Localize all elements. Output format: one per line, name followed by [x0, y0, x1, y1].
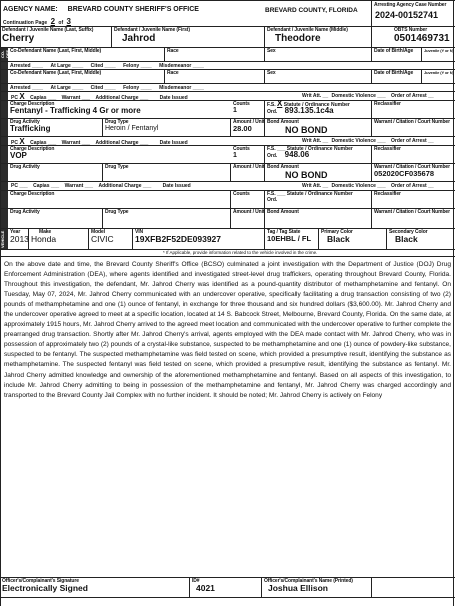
def-middle-label: Defendant / Juvenile Name (Middle) [267, 27, 348, 33]
charge-3-bond-label: Bond Amount [267, 209, 299, 215]
charge-3-drug-row [0, 209, 455, 229]
charge-2-statute-head: F.S. ___ Statute / Ordinance Number [267, 146, 353, 152]
charge-3-ord-label: Ord. [267, 197, 278, 203]
charge-3-drug-activity-cell [8, 209, 103, 228]
codef-misd-1: Misdemeanor [159, 63, 192, 69]
agency-name: BREVARD COUNTY SHERIFF'S OFFICE [67, 6, 199, 13]
codef-sex-cell [265, 48, 372, 61]
codef2-name-cell [8, 70, 165, 83]
vehicle-vin-cell [133, 229, 265, 249]
charge-1-side-b [0, 101, 8, 118]
case-number: 2024-00152741 [375, 10, 439, 20]
charge-3-desc-row [0, 191, 455, 209]
codef-arrested-1: Arrested [10, 63, 31, 69]
charge-2-ord-line [265, 152, 371, 159]
charge-1-dv: Domestic Violence [331, 93, 376, 99]
obts-number: 0501469731 [394, 33, 450, 44]
charge-2-capias: Capias [30, 140, 47, 146]
charge-3-warrant: Warrant [64, 183, 84, 189]
codef2-juv-cell [422, 70, 454, 83]
charge-2-header [0, 137, 455, 146]
def-last-cell [0, 27, 112, 47]
charge-2-order: Order of Arrest [391, 138, 427, 144]
charge-3-flags-right: Writ Att. __ Domestic Violence ___ Order of Arrest __ [302, 183, 434, 189]
charge-1-reclass-cell [372, 101, 454, 118]
charge-3-additional: Additional Charge [98, 183, 142, 189]
officer-name-label: Officer's/Complainant's Name (Printed) [264, 578, 353, 584]
charge-1-counts-label: Counts [233, 101, 250, 107]
codef-dob-label: Date of Birth/Age [374, 48, 414, 54]
charge-2-desc: VOP [10, 151, 27, 160]
codef-side-tab-2 [0, 70, 8, 83]
charge-2-desc-cell [8, 146, 165, 163]
charge-2-desc-row [0, 146, 455, 164]
charge-3-ord-line [265, 197, 371, 203]
footer-blank-cell [372, 578, 454, 597]
vehicle-note-row [0, 250, 455, 257]
charge-1-statute: 893.135.1c4a [284, 106, 334, 115]
charge-3-counts-label: Counts [233, 191, 250, 197]
codef2-race-cell [165, 70, 265, 83]
charge-1-bond-label: Bond Amount [267, 119, 299, 125]
codef-side-tab-b [0, 62, 8, 69]
officer-id: 4021 [196, 583, 215, 593]
officer-name-cell [262, 578, 372, 597]
agency-label: AGENCY NAME: [3, 6, 58, 13]
codef-side-tab-2b [0, 84, 8, 91]
def-last: Cherry [2, 33, 35, 44]
charge-1-bond-cell [265, 119, 372, 136]
charge-1-pc-label: PC [11, 95, 18, 101]
charge-1-warrant-cell [372, 119, 454, 136]
page-total: 3 [66, 17, 71, 26]
charge-3-side-b [0, 191, 8, 208]
charge-2-drug-type-cell [103, 164, 231, 181]
charge-1-drug-type-cell [103, 119, 231, 136]
charge-3-reclass-label: Reclassifier [374, 191, 401, 197]
charge-3-date-issued: Date Issued [162, 183, 191, 189]
charge-3-fs-label: F.S. [267, 191, 276, 197]
vehicle-make-label: Make [39, 229, 52, 235]
charge-1-drug-activity: Trafficking [10, 124, 51, 133]
charge-3-order: Order of Arrest [391, 183, 427, 189]
charge-1-additional: Additional Charge [95, 95, 139, 101]
charge-1-counts-cell [231, 101, 265, 118]
codef-juv-cell [422, 48, 454, 61]
charge-2-pc-label: PC [11, 140, 18, 146]
charge-1-order: Order of Arrest [391, 93, 427, 99]
charge-2-warrant-no: 052020CF035678 [374, 169, 435, 178]
charge-2-reclass-label: Reclassifier [374, 146, 401, 152]
officer-name: Joshua Ellison [268, 583, 328, 593]
of-label: of [58, 20, 64, 26]
charge-1-amount-label: Amount / Unit [233, 119, 265, 125]
codef-side-tab: CO-DEF [0, 48, 8, 61]
charge-1-fs-label: F.S. [267, 102, 276, 108]
charge-2-warrant: Warrant [61, 140, 81, 146]
vehicle-note: * If Applicable, provide information related to the vehicle involved in the crime. [163, 250, 318, 255]
charge-1-writ: Writ Att. [302, 93, 322, 99]
obts-label: OBTS Number [394, 27, 428, 33]
charge-2-side-c [0, 164, 8, 181]
codef-race-label: Race [167, 48, 179, 54]
vehicle-tag-cell [265, 229, 319, 249]
charge-1-flags-right: Writ Att. __ Domestic Violence ___ Order of Arrest __ [302, 93, 434, 99]
charge-3-drug-type-cell [103, 209, 231, 228]
codef-at-large-2: At Large [50, 85, 71, 91]
charge-1-header [0, 92, 455, 101]
def-first-cell [112, 27, 265, 47]
case-label: Arresting Agency Case Number [374, 2, 447, 8]
charge-2-drug-activity-label: Drug Activity [10, 164, 40, 170]
codef-status-1: Arrested ____ At Large ____ Cited ____ Felony ____ Misdemeanor ____ [10, 63, 204, 69]
charge-1-drug-type: Heroin / Fentanyl [105, 125, 159, 132]
charge-3-amount-label: Amount / Unit [233, 209, 265, 215]
charge-2-additional: Additional Charge [95, 140, 139, 146]
charge-1-bond: NO BOND [285, 125, 328, 135]
codef-dob-cell [372, 48, 422, 61]
vehicle-make: Honda [31, 234, 57, 244]
charge-1-statute-label: Statute / Ordinance Number [283, 102, 350, 108]
footer-row [0, 577, 455, 598]
vehicle-year: 2013 [10, 234, 29, 244]
charge-2-dv: Domestic Violence [331, 138, 376, 144]
charge-3-pc-label: PC [11, 183, 18, 189]
charge-3-desc-cell [8, 191, 231, 208]
charge-1-warrant: Warrant [61, 95, 81, 101]
codef-race-cell [165, 48, 265, 61]
vehicle-row [0, 229, 455, 250]
sig-value: Electronically Signed [2, 583, 88, 593]
codef-sex-label: Sex [267, 48, 276, 54]
charge-2-statute: 948.06 [284, 150, 310, 159]
charge-2-bond-label: Bond Amount [267, 164, 299, 170]
codef2-name-label: Co-Defendant Name (Last, First, Middle) [10, 70, 102, 76]
charge-3-drug-type-label: Drug Type [105, 209, 129, 215]
charge-1-drug-activity-cell [8, 119, 103, 136]
charge-1-statute-cell [265, 101, 372, 118]
def-first-label: Defendant / Juvenile Name (First) [114, 27, 190, 33]
charge-2-drug-activity-cell [8, 164, 103, 181]
charge-3-side [0, 182, 8, 190]
codef-row-1 [0, 48, 455, 62]
charge-2-side-b [0, 146, 8, 163]
codef2-juv-label: Juvenile (Y or N) [424, 70, 454, 75]
sig-cell [0, 578, 190, 597]
charge-2-amount-label: Amount / Unit [233, 164, 265, 170]
charge-1-amount-cell [231, 119, 265, 136]
county-cell [265, 1, 372, 26]
charge-3-side-c [0, 209, 8, 228]
vehicle-secondary-cell [387, 229, 454, 249]
charge-3-reclass-cell [372, 191, 454, 208]
charge-2-reclass-cell [372, 146, 454, 163]
charge-2-statute-label: Statute / Ordinance Number [286, 146, 353, 152]
charge-2-bond: NO BOND [285, 170, 328, 180]
codef-at-large-1: At Large [50, 63, 71, 69]
codef-name-label: Co-Defendant Name (Last, First, Middle) [10, 48, 102, 54]
charge-1-side [0, 92, 8, 100]
charge-2-flags-right: Writ Att. __ Domestic Violence ___ Order of Arrest __ [302, 138, 434, 144]
charge-2-writ: Writ Att. [302, 138, 322, 144]
charge-3-warrant-cell [372, 209, 454, 228]
vehicle-model: CIVIC [91, 234, 114, 244]
charge-3-bond-cell [265, 209, 372, 228]
charge-1-reclass-label: Reclassifier [374, 101, 401, 107]
county-name: BREVARD COUNTY, FLORIDA [265, 7, 358, 14]
case-cell [372, 1, 454, 26]
charge-2-ord-label: Ord. [267, 153, 278, 159]
charge-3-warrant-label: Warrant / Citation / Court Number [374, 209, 450, 215]
charge-3-statute-label: Statute / Ordinance Number [286, 191, 353, 197]
charge-3-dv: Domestic Violence [331, 183, 376, 189]
charge-3-statute-head: F.S. ___ Statute / Ordinance Number [267, 191, 353, 197]
codef-name-cell [8, 48, 165, 61]
charge-1-desc-row [0, 101, 455, 119]
charge-1-desc-label: Charge Description [10, 101, 55, 107]
charge-3-capias: Capias [33, 183, 50, 189]
def-middle-cell [265, 27, 372, 47]
vehicle-primary-cell [319, 229, 387, 249]
codef-row-2 [0, 70, 455, 84]
charge-2-counts-label: Counts [233, 146, 250, 152]
charge-2-bond-cell [265, 164, 372, 181]
charge-1-counts: 1 [233, 107, 237, 114]
charge-1-side-c [0, 119, 8, 136]
officer-id-label: ID# [192, 578, 200, 584]
charge-1-drug-row [0, 119, 455, 137]
vehicle-primary: Black [327, 234, 350, 244]
charge-2-side [0, 137, 8, 145]
codef2-race-label: Race [167, 70, 179, 76]
charge-1-desc-cell [8, 101, 165, 118]
vehicle-vin-label: VIN [135, 229, 144, 235]
continuation-label: Continuation Page [3, 20, 48, 26]
vehicle-year-label: Year [10, 229, 21, 235]
def-first: Jahrod [122, 33, 156, 44]
charge-1-warrant-label: Warrant / Citation / Court Number [374, 119, 450, 125]
codef-misd-2: Misdemeanor [159, 85, 192, 91]
charge-3-drug-activity-label: Drug Activity [10, 209, 40, 215]
charge-1-capias: Capias [30, 95, 47, 101]
charge-1-date-issued: Date Issued [159, 95, 188, 101]
codef-cited-2: Cited [90, 85, 104, 91]
codef-status-row-1 [0, 62, 455, 70]
charge-1-fs-mark: X [277, 99, 283, 108]
charge-1-pc-mark: X [19, 92, 25, 101]
defendant-row [0, 27, 455, 48]
charge-2-fs-label: F.S. [267, 146, 276, 152]
codef2-sex-label: Sex [267, 70, 276, 76]
charge-1-drug-type-label: Drug Type [105, 119, 129, 125]
vehicle-vin: 19XFB2F52DE093927 [135, 234, 222, 244]
codef-status-2: Arrested ____ At Large ____ Cited ____ Felony ____ Misdemeanor ____ [10, 85, 204, 91]
charge-2-desc-label: Charge Description [10, 146, 55, 152]
charge-1-amount: 28.00 [233, 124, 252, 133]
charge-1-ord-label: Ord. [267, 109, 278, 115]
vehicle-model-label: Model [91, 229, 105, 235]
charge-1-desc: Fentanyl - Trafficking 4 Gr or more [10, 106, 141, 115]
charge-1-flags: PC X Capias ___ Warrant ___ Additional Charge ___ Date Issued [11, 92, 188, 101]
codef-cited-1: Cited [90, 63, 104, 69]
charge-2-counts-cell [231, 146, 265, 163]
page-number: 2 [50, 17, 56, 26]
codef-arrested-2: Arrested [10, 85, 31, 91]
charge-2-warrant-cell [372, 164, 454, 181]
charge-3-writ: Writ Att. [302, 183, 322, 189]
vehicle-make-cell [29, 229, 89, 249]
narrative-text: On the above date and time, the Brevard County Sheriff's Office (BCSO) culminated a joint investigation with the Department of Justice (DOJ) Drug Enforcement Administration (DEA), where agents identified and investigated street-level drug traffickers, operating throughout Brevard County, Florida. Throughout this investigation, the defendant, Mr. Jahrod Cherry was identified as a pound-quantity distributor of methamphetamine and fentanyl. On Tuesday, May 07, 2024, Mr. Jahrod Cherry communicated with an undercover operative, specifically facilitating a drug transaction consisting of two (2) pounds of methamphetamine and one (1) ounce of fentanyl, in exchange for three thousand and six hundred dollars ($3,600.00). Mr. Jahrod Cherry and the undercover operative agreed to meet at a specific location, located at 14 S. Babcock Street, Melbourne, Brevard County, Florida. On the same date, at approximately 1915 hours, Mr. Jahrod Cherry arrived to the agreed meet location and communicated with the undercover operative to further complete the prearranged drug transaction. Shortly after Mr. Jahrod Cherry's arrival, agents employed with the DEA made contact with Mr. Jahrod Cherry, who was in possession of approximately two (2) pounds of a crystal-like substance, suspected to be methamphetamine and one (1) ounce of powdery-like substance, suspected to be fentanyl. The suspected methamphetamine was field tested on scene, which provided a presumptive result, identifying the substance as methamphetamine. The suspected fentanyl was field tested on scene, which provided a presumptive result, identifying the substance as fentanyl. Mr. Jahrod Cherry admitted knowledge and ownership of the aforementioned methamphetamine and fentanyl. Based on all aspects of this investigation, to include Mr. Jahrod Cherry admitting to being in possession of the methamphetamine and fentanyl, Mr. Jahrod Cherry was charged accordingly and transported to the Brevard County Jail Complex with no further incident. It should be noted; Mr. Jahrod Cherry is actively on Felony [4, 261, 451, 399]
codef-felony-2: Felony [123, 85, 140, 91]
vehicle-year-cell [8, 229, 29, 249]
vehicle-tag-label: Tag / Tag State [267, 229, 301, 235]
vehicle-secondary: Black [395, 234, 418, 244]
vehicle-model-cell [89, 229, 133, 249]
codef2-dob-cell [372, 70, 422, 83]
charge-3-amount-cell [231, 209, 265, 228]
charge-3-header [0, 182, 455, 191]
charge-2-flags: PC X Capias ___ Warrant ___ Additional Charge ___ Date Issued [11, 137, 188, 146]
def-middle: Theodore [275, 33, 321, 44]
sig-label: Officer's/Complainant's Signature [2, 578, 79, 584]
charge-2-warrant-label: Warrant / Citation / Court Number [374, 164, 450, 170]
charge-3-counts-cell [231, 191, 265, 208]
charge-3-flags: PC ___ Capias ___ Warrant ___ Additional Charge ___ Date Issued [11, 183, 191, 189]
charge-2-amount-cell [231, 164, 265, 181]
charge-1-ord-line [265, 108, 371, 115]
charge-2-date-issued: Date Issued [159, 140, 188, 146]
vehicle-side-tab: VEHICLE [0, 229, 8, 249]
vehicle-tag: 10EHBL / FL [267, 234, 312, 243]
codef-juv-label: Juvenile (Y or N) [424, 48, 454, 53]
charge-3-desc-label: Charge Description [10, 191, 55, 197]
charge-3-statute-cell [265, 191, 372, 208]
def-last-label: Defendant / Juvenile Name (Last, Suffix) [2, 27, 94, 33]
codef-status-row-2 [0, 84, 455, 92]
charge-2-drug-type-label: Drug Type [105, 164, 129, 170]
charge-2-pc-mark: X [19, 137, 25, 146]
codef-felony-1: Felony [123, 63, 140, 69]
charge-1-drug-activity-label: Drug Activity [10, 119, 40, 125]
vehicle-primary-label: Primary Color [321, 229, 353, 235]
codef2-dob-label: Date of Birth/Age [374, 70, 414, 76]
codef2-sex-cell [265, 70, 372, 83]
header-row [0, 0, 455, 27]
charge-2-drug-row [0, 164, 455, 182]
charge-2-counts: 1 [233, 152, 237, 159]
officer-id-cell [190, 578, 262, 597]
charge-2-statute-cell [265, 146, 372, 163]
agency-cell [0, 1, 265, 26]
vehicle-secondary-label: Secondary Color [389, 229, 428, 235]
obts-cell [372, 27, 454, 47]
